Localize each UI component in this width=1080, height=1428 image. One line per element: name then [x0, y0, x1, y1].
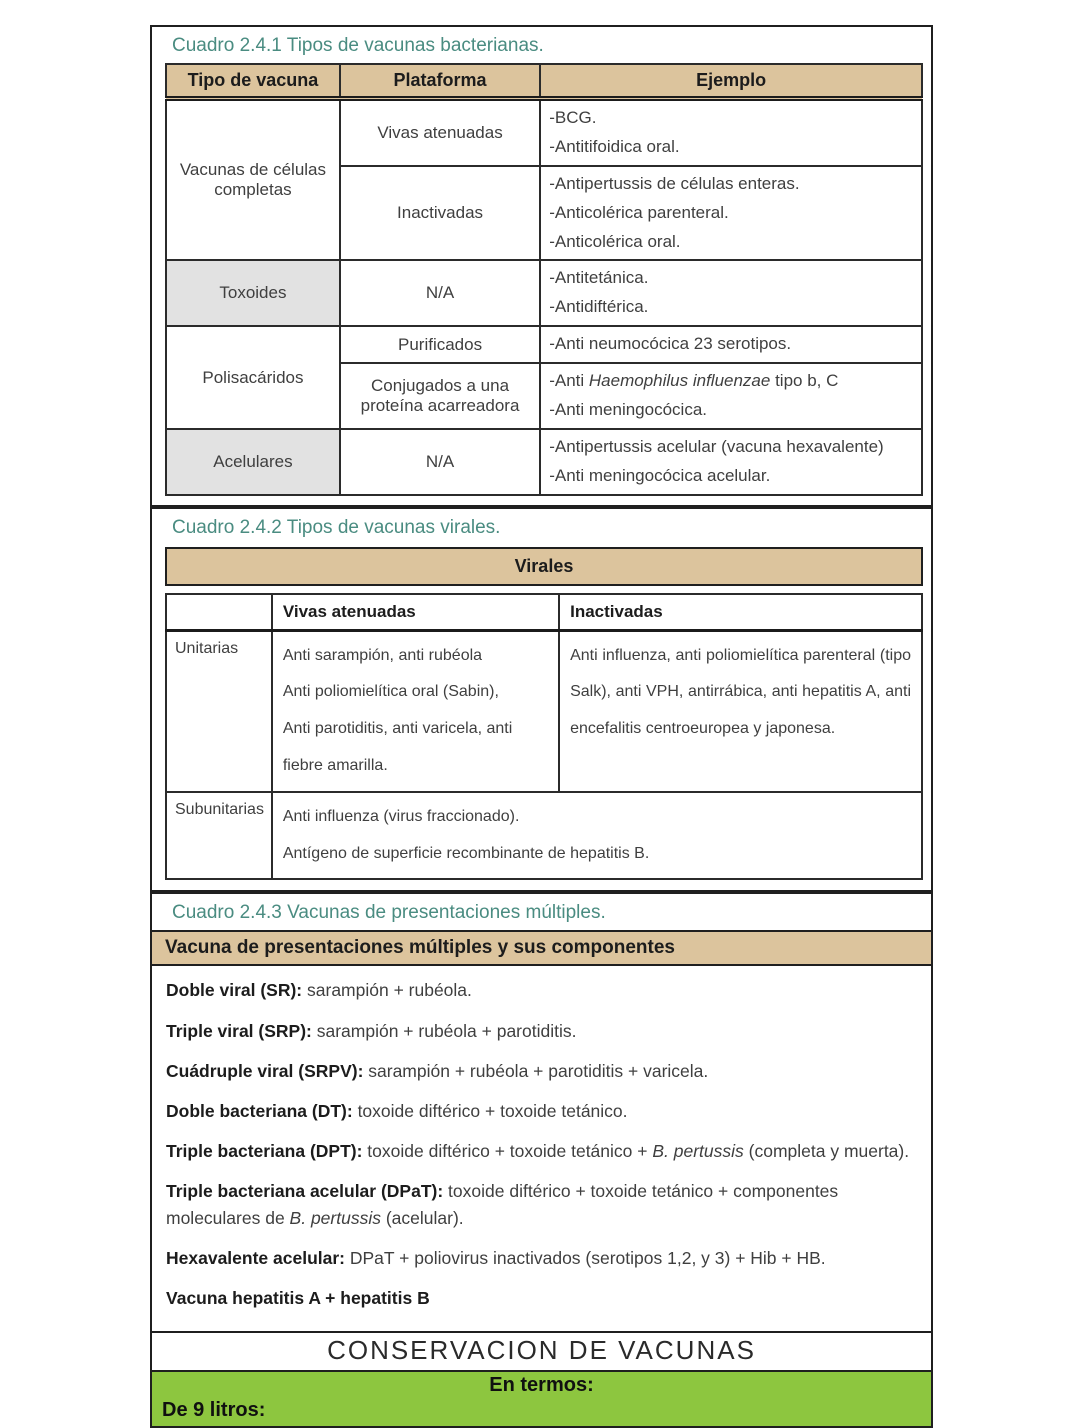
species-name-italic: Haemophilus influenzae: [588, 371, 771, 391]
vaccine-line: Anti poliomielítica oral (Sabin),: [282, 683, 499, 701]
header-cell-plataforma: Plataforma: [340, 64, 540, 99]
item-bold-label: Hexavalente acelular:: [166, 1248, 345, 1269]
cell-ejemplos-purificados: [540, 326, 922, 363]
example-line: [549, 367, 913, 396]
cell-toxoides: Toxoides: [166, 260, 340, 326]
list-item-hexavalente: [166, 1245, 917, 1272]
cell-vivas-atenuadas: Vivas atenuadas: [340, 99, 540, 166]
example-line: -Anti neumocócica 23 serotipos.: [549, 334, 792, 354]
page-root: [150, 25, 933, 1428]
cell-polisacaridos: Polisacáridos: [166, 326, 340, 429]
vaccine-line: Anti influenza (virus fraccionado).: [282, 807, 520, 825]
caption-virales: Cuadro 2.4.2 Tipos de vacunas virales.: [172, 516, 501, 538]
item-text: sarampión + rubéola.: [302, 980, 472, 1001]
cell-purificados: Purificados: [340, 326, 540, 363]
cell-toxoides-na: N/A: [340, 260, 540, 326]
conservation-heading: CONSERVACION DE VACUNAS: [150, 1333, 933, 1372]
item-text: (acelular).: [380, 1208, 464, 1229]
list-item-triple-bacteriana: [166, 1138, 917, 1165]
header-cell-inactivadas: Inactivadas: [559, 594, 922, 631]
section-virales: [150, 507, 933, 893]
cell-unitarias-inactivadas: [559, 630, 922, 792]
cell-ejemplos-inactivadas: [540, 166, 922, 261]
thermos-size-label: De 9 litros:: [162, 1398, 266, 1421]
cell-ejemplos-conjugados: [540, 363, 922, 429]
example-text: -Anti: [549, 371, 589, 391]
species-name-italic: B. pertussis: [652, 1140, 744, 1161]
header-cell-ejemplo: Ejemplo: [540, 64, 922, 99]
multiples-header-bar: Vacuna de presentaciones múltiples y sus componentes: [152, 930, 931, 966]
example-line: -Antipertussis de células enteras.: [549, 173, 800, 193]
item-text: toxoide diftérico + toxoide tetánico + componentes moleculares de: [166, 1181, 839, 1229]
item-bold-label: Triple bacteriana acelular (DPaT):: [166, 1181, 444, 1202]
item-text: DPaT + poliovirus inactivados (serotipos 1,2, y 3) + Hib + HB.: [345, 1248, 826, 1269]
cell-conjugados: Conjugados a una proteína acarreadora: [340, 363, 540, 429]
cell-subunitarias-content: [272, 792, 922, 880]
cell-unitarias-vivas: [272, 630, 559, 792]
cell-acelulares: Acelulares: [166, 429, 340, 495]
cell-unitarias-label: Unitarias: [166, 630, 272, 792]
table-row: [166, 326, 922, 363]
section-bacterianas: [150, 25, 933, 507]
header-cell-tipo: Tipo de vacuna: [166, 64, 340, 99]
section-multiples: [150, 892, 933, 1332]
thermos-banner: [150, 1372, 933, 1428]
example-line: -Antipertussis acelular (vacuna hexavalente): [549, 436, 884, 456]
list-item-hepatitis-ab: [166, 1285, 917, 1312]
thermos-center-label: En termos:: [489, 1373, 594, 1396]
example-line: -Antitifoidica oral.: [549, 136, 680, 156]
table-row: [166, 260, 922, 326]
item-text: sarampión + rubéola + parotiditis.: [311, 1020, 577, 1041]
item-bold-label: Triple bacteriana (DPT):: [166, 1140, 363, 1161]
item-bold-label: Doble viral (SR):: [166, 980, 303, 1001]
cell-vacunas-celulas-completas: Vacunas de células completas: [166, 99, 340, 261]
virales-title-bar: Virales: [165, 547, 923, 586]
vaccine-paragraph: Anti influenza, anti poliomielítica parenteral (tipo Salk), anti VPH, antirrábica, anti hepatitis A, anti encefalitis centroeuropea y japonesa.: [570, 646, 911, 738]
item-text: toxoide diftérico + toxoide tetánico.: [352, 1100, 628, 1121]
caption-multiples: Cuadro 2.4.3 Vacunas de presentaciones múltiples.: [172, 902, 606, 924]
vaccine-line: Anti sarampión, anti rubéola: [282, 646, 483, 664]
vaccine-line: Antígeno de superficie recombinante de hepatitis B.: [282, 844, 650, 862]
table-bacterianas: [165, 63, 923, 496]
cell-subunitarias-label: Subunitarias: [166, 792, 272, 880]
cell-ejemplos-toxoides: [540, 260, 922, 326]
example-line: -BCG.: [549, 108, 597, 127]
item-text: sarampión + rubéola + parotiditis + varicela.: [363, 1060, 709, 1081]
example-line: -Anticolérica oral.: [549, 231, 681, 251]
list-item-cuadruple-viral: [166, 1058, 917, 1085]
list-item-doble-viral: [166, 977, 917, 1004]
item-text: (completa y muerta).: [743, 1140, 910, 1161]
cell-acelulares-na: N/A: [340, 429, 540, 495]
item-bold-label: Vacuna hepatitis A + hepatitis B: [166, 1288, 430, 1309]
list-item-triple-viral: [166, 1018, 917, 1045]
item-text: toxoide diftérico + toxoide tetánico +: [362, 1140, 653, 1161]
table-virales: [165, 593, 923, 881]
table-row: [166, 99, 922, 166]
table-row: [166, 630, 922, 792]
example-text: tipo b, C: [770, 371, 839, 391]
cell-ejemplos-acelulares: [540, 429, 922, 495]
table-row: [166, 429, 922, 495]
table-header-row: [166, 594, 922, 631]
example-line: -Antidiftérica.: [549, 297, 649, 317]
list-item-triple-bacteriana-acelular: [166, 1178, 917, 1232]
example-line: -Anticolérica parenteral.: [549, 202, 729, 222]
vaccine-line: Anti parotiditis, anti varicela, anti: [282, 720, 513, 738]
item-bold-label: Cuádruple viral (SRPV):: [166, 1060, 364, 1081]
cell-blank: [166, 594, 272, 631]
caption-bacterianas: Cuadro 2.4.1 Tipos de vacunas bacterianas.: [172, 35, 544, 56]
list-item-doble-bacteriana: [166, 1098, 917, 1125]
table-row: [166, 792, 922, 880]
table-header-row: [166, 64, 922, 99]
example-line: -Anti meningocócica.: [549, 400, 708, 420]
vaccine-line: fiebre amarilla.: [282, 757, 388, 775]
item-bold-label: Triple viral (SRP):: [166, 1020, 312, 1041]
example-line: -Antitetánica.: [549, 268, 649, 288]
cell-inactivadas: Inactivadas: [340, 166, 540, 261]
species-name-italic: B. pertussis: [289, 1208, 381, 1229]
multiples-list: [152, 966, 931, 1330]
item-bold-label: Doble bacteriana (DT):: [166, 1100, 353, 1121]
example-line: -Anti meningocócica acelular.: [549, 465, 771, 485]
header-cell-vivas-atenuadas: Vivas atenuadas: [272, 594, 559, 631]
cell-ejemplos-vivas: [540, 99, 922, 166]
